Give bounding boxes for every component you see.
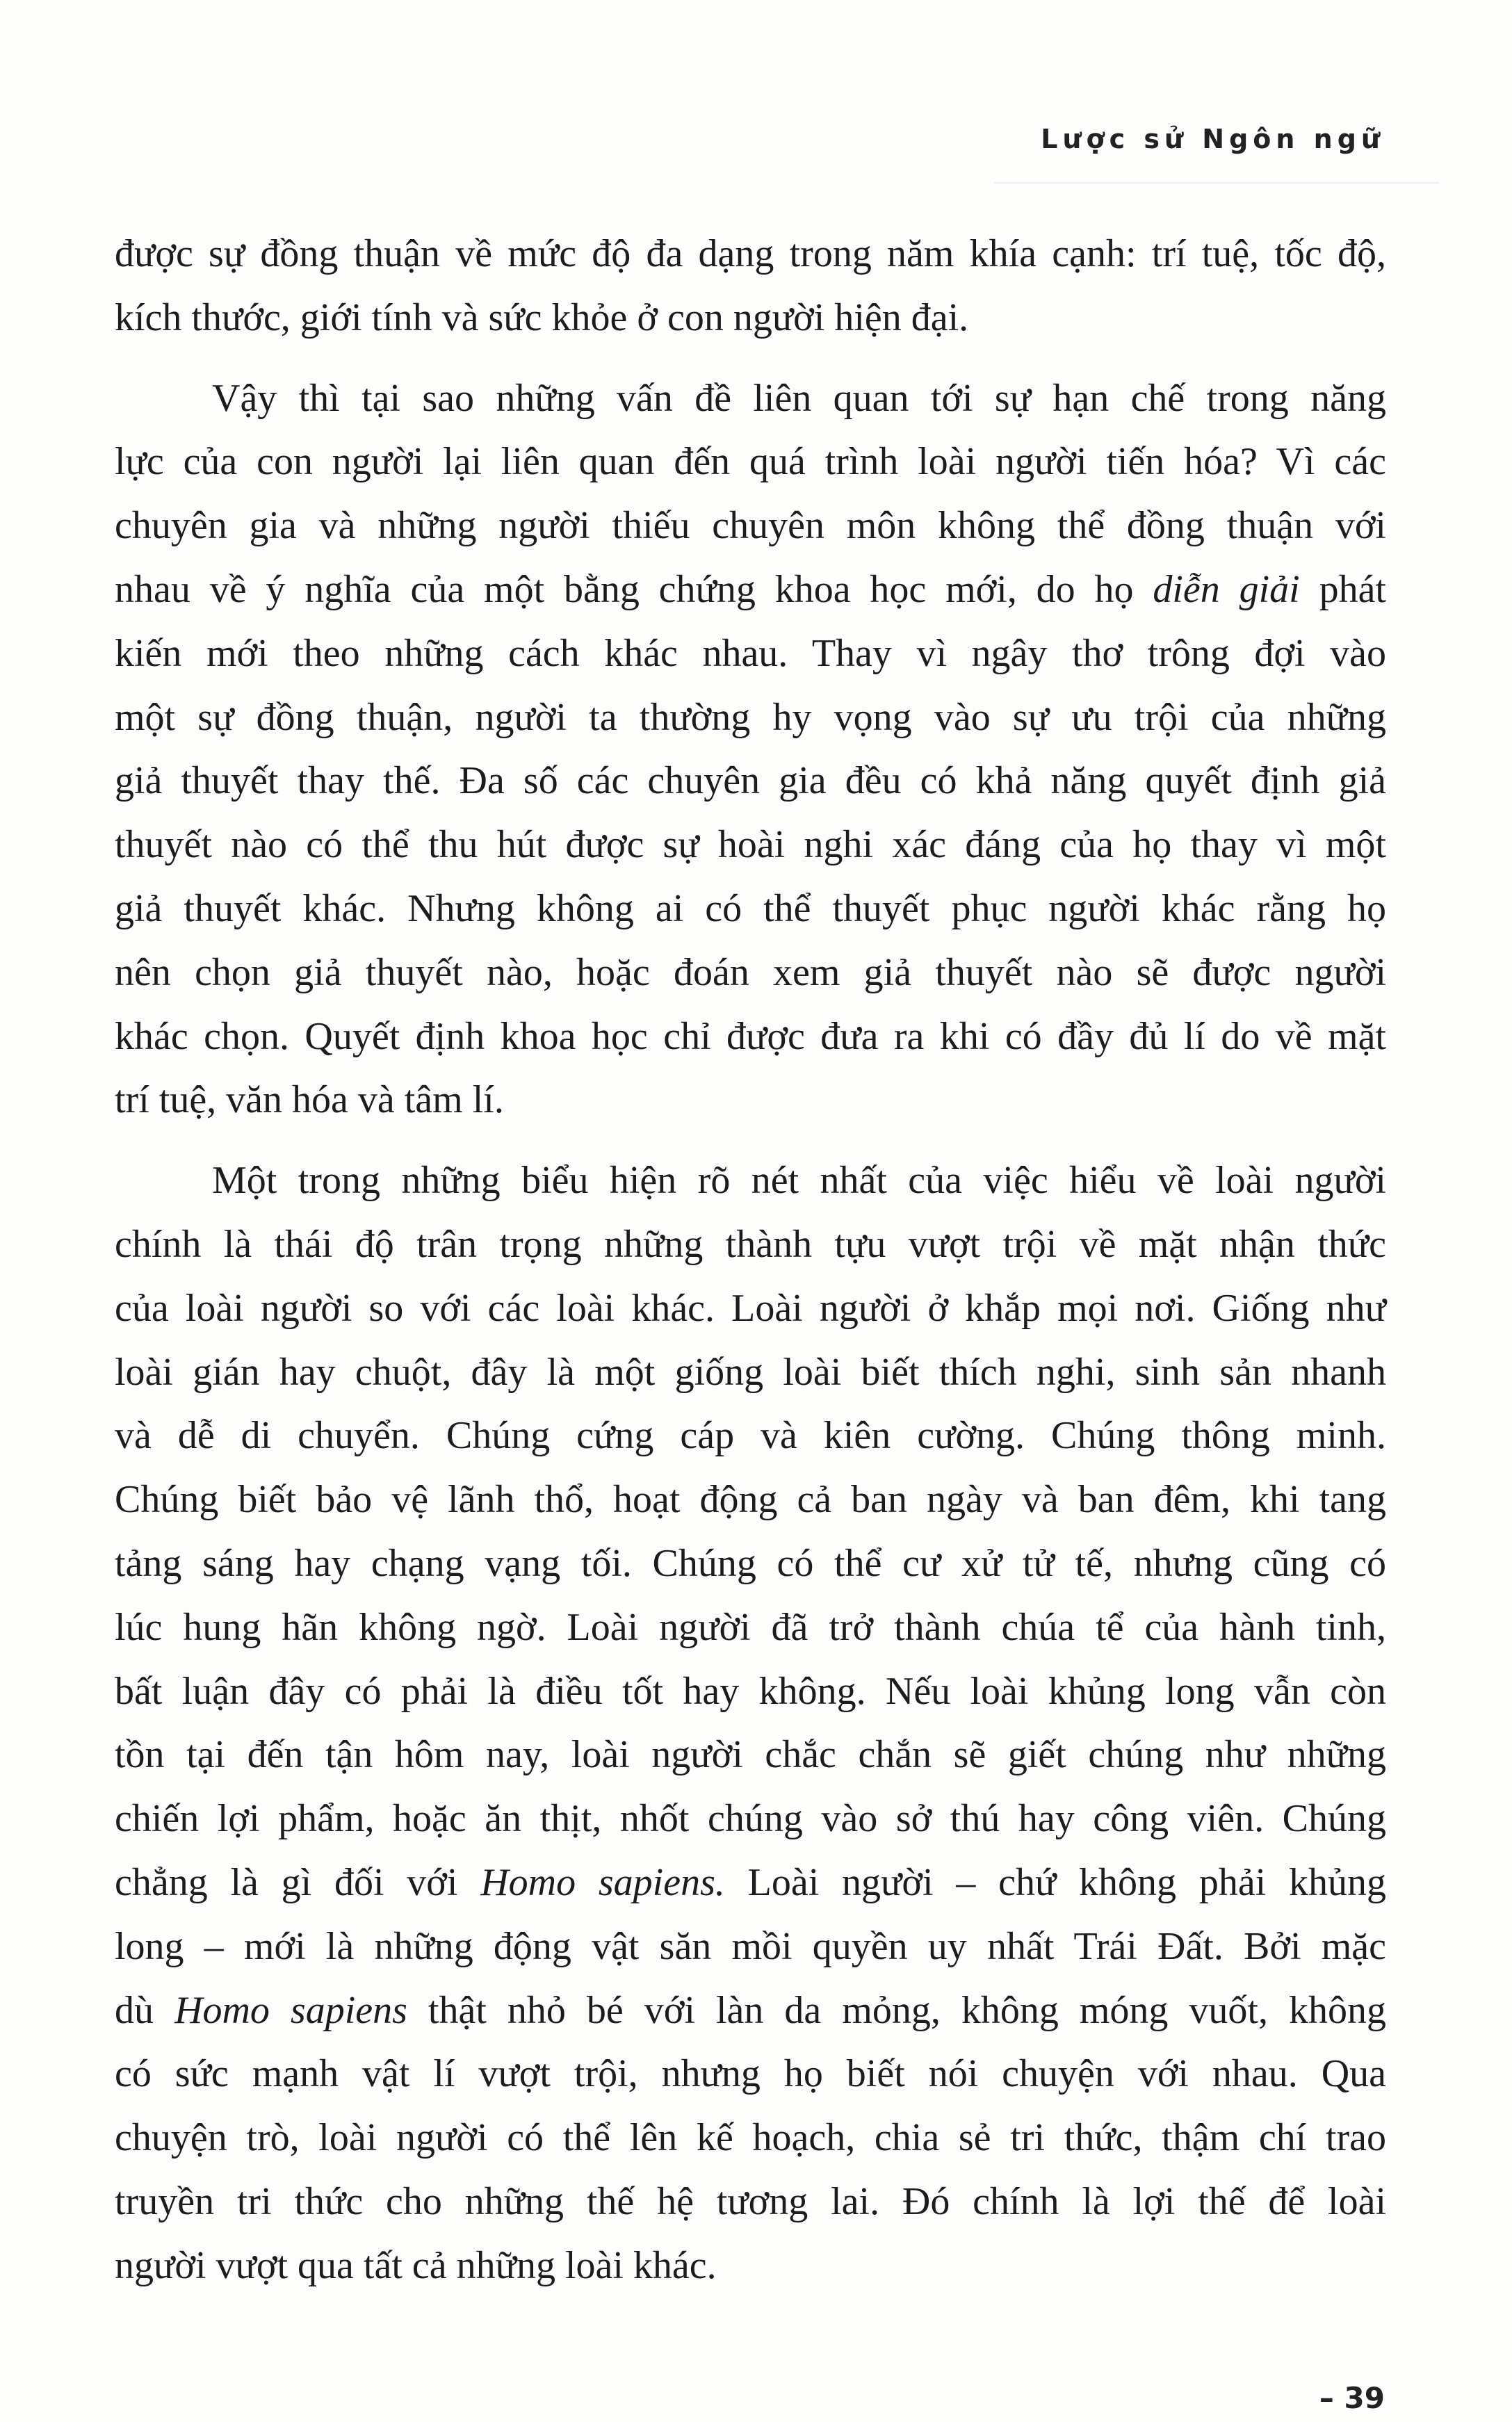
text-line: bất luận đây có phải là điều tốt hay không. Nếu loài khủng long vẫn còn — [115, 1669, 1386, 1713]
text-line: chuyên gia và những người thiếu chuyên môn không thể đồng thuận với — [115, 504, 1386, 548]
text-line: có sức mạnh vật lí vượt trội, nhưng họ biết nói chuyện với nhau. Qua — [115, 2052, 1386, 2096]
text-line: và dễ di chuyển. Chúng cứng cáp và kiên cường. Chúng thông minh. — [115, 1414, 1386, 1458]
text-line: loài gián hay chuột, đây là một giống loài biết thích nghi, sinh sản nhanh — [115, 1350, 1386, 1394]
text-line: chiến lợi phẩm, hoặc ăn thịt, nhốt chúng vào sở thú hay công viên. Chúng — [115, 1797, 1386, 1841]
text-segment: dù — [115, 1988, 175, 2032]
italic-text: Homo sapiens. — [480, 1860, 725, 1904]
text-line: lúc hung hãn không ngờ. Loài người đã trở thành chúa tể của hành tinh, — [115, 1605, 1386, 1649]
text-segment: phát — [1299, 567, 1386, 611]
text-line: giả thuyết khác. Nhưng không ai có thể thuyết phục người khác rằng họ — [115, 886, 1386, 930]
page-number: – 39 — [1319, 2381, 1385, 2415]
text-line: Một trong những biểu hiện rõ nét nhất của việc hiểu về loài người — [212, 1159, 1386, 1203]
text-line: người vượt qua tất cả những loài khác. — [115, 2243, 717, 2287]
text-line: truyền tri thức cho những thế hệ tương lai. Đó chính là lợi thế để loài — [115, 2179, 1386, 2223]
text-segment: nhau về ý nghĩa của một bằng chứng khoa học mới, do họ — [115, 567, 1153, 611]
text-line: một sự đồng thuận, người ta thường hy vọng vào sự ưu trội của những — [115, 695, 1386, 739]
text-line: tảng sáng hay chạng vạng tối. Chúng có thể cư xử tử tế, nhưng cũng có — [115, 1541, 1386, 1585]
running-header: Lược sử Ngôn ngữ — [1041, 124, 1385, 154]
italic-text: diễn giải — [1153, 567, 1300, 611]
text-line: chính là thái độ trân trọng những thành tựu vượt trội về mặt nhận thức — [115, 1222, 1386, 1266]
text-line: tồn tại đến tận hôm nay, loài người chắc chắn sẽ giết chúng như những — [115, 1733, 1386, 1777]
text-line: long – mới là những động vật săn mồi quyền uy nhất Trái Đất. Bởi mặc — [115, 1924, 1386, 1968]
text-segment: chẳng là gì đối với — [115, 1860, 481, 1904]
text-line: giả thuyết thay thế. Đa số các chuyên gia đều có khả năng quyết định giả — [115, 759, 1386, 803]
text-line: chuyện trò, loài người có thể lên kế hoạch, chia sẻ tri thức, thậm chí trao — [115, 2116, 1386, 2160]
text-line: trí tuệ, văn hóa và tâm lí. — [115, 1078, 504, 1122]
text-line — [115, 1979, 1386, 2043]
text-line: khác chọn. Quyết định khoa học chỉ được đưa ra khi có đầy đủ lí do về mặt — [115, 1014, 1386, 1058]
text-line: kiến mới theo những cách khác nhau. Thay vì ngây thơ trông đợi vào — [115, 631, 1386, 675]
text-line: Vậy thì tại sao những vấn đề liên quan tới sự hạn chế trong năng — [212, 376, 1386, 420]
italic-text: Homo sapiens — [174, 1988, 407, 2032]
text-line: lực của con người lại liên quan đến quá trình loài người tiến hóa? Vì các — [115, 440, 1386, 484]
text-line: Chúng biết bảo vệ lãnh thổ, hoạt động cả ban ngày và ban đêm, khi tang — [115, 1478, 1386, 1522]
text-segment: thật nhỏ bé với làn da mỏng, không móng vuốt, không — [407, 1988, 1386, 2032]
paragraph — [115, 1149, 1386, 2298]
text-line: kích thước, giới tính và sức khỏe ở con người hiện đại. — [115, 295, 969, 339]
text-line: được sự đồng thuận về mức độ đa dạng trong năm khía cạnh: trí tuệ, tốc độ, — [115, 232, 1386, 275]
text-segment: Loài người – chứ không phải khủng — [724, 1860, 1386, 1904]
text-line: của loài người so với các loài khác. Loài người ở khắp mọi nơi. Giống như — [115, 1286, 1386, 1330]
header-divider — [994, 182, 1439, 184]
text-line — [115, 1851, 1386, 1915]
body-text — [115, 222, 1386, 2298]
text-line: thuyết nào có thể thu hút được sự hoài nghi xác đáng của họ thay vì một — [115, 823, 1386, 867]
text-line — [115, 558, 1386, 622]
paragraph — [115, 367, 1386, 1133]
text-line: nên chọn giả thuyết nào, hoặc đoán xem giả thuyết nào sẽ được người — [115, 950, 1386, 994]
paragraph — [115, 222, 1386, 350]
